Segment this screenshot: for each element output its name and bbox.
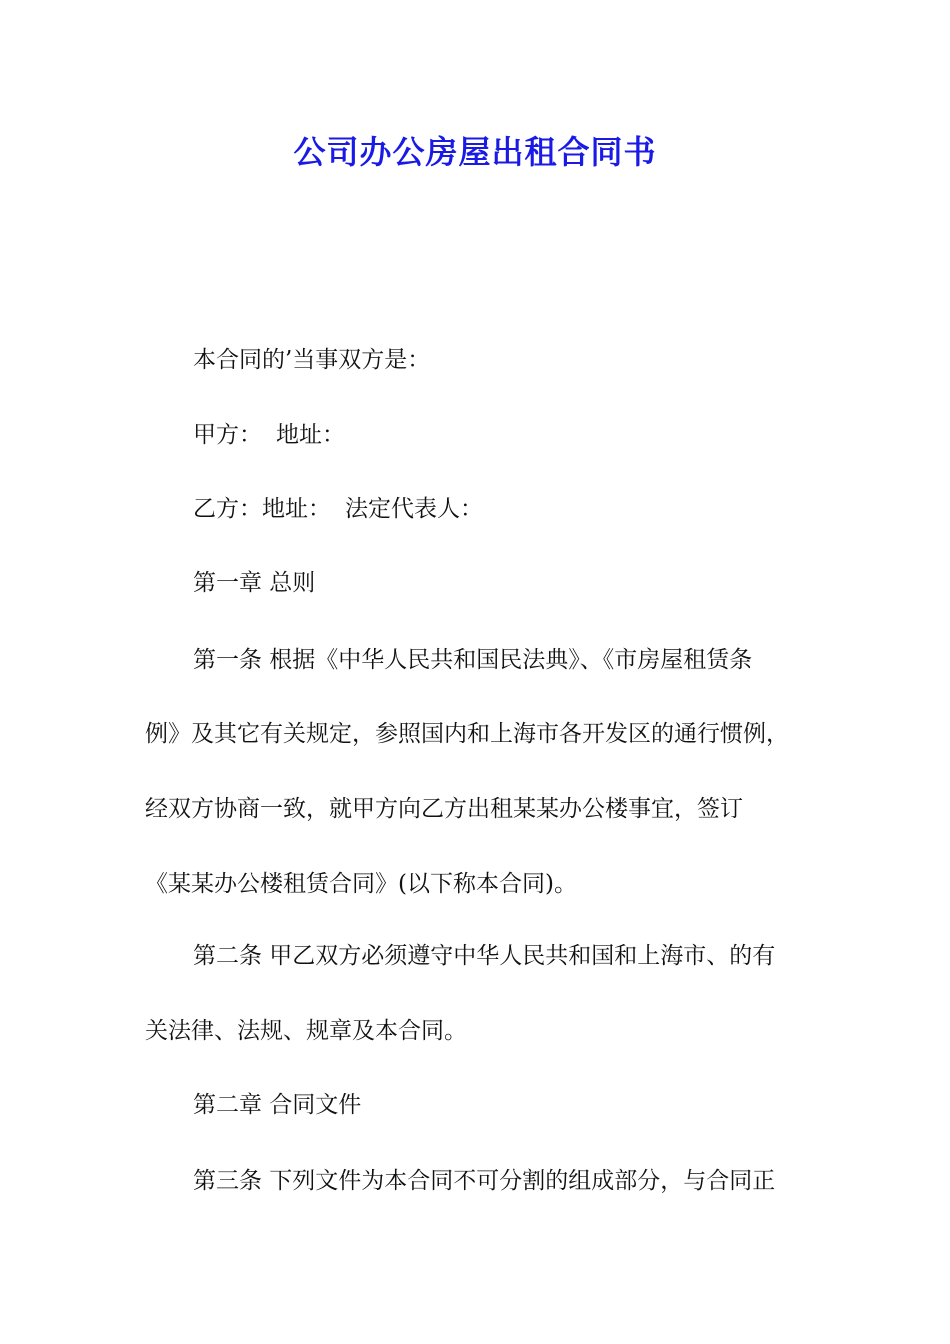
party-b-label: 乙方： [193, 496, 262, 522]
party-a-label: 甲方： [193, 422, 262, 448]
article-1-line-3: 经双方协商一致，就甲方向乙方出租某某办公楼事宜，签订 [145, 796, 743, 822]
party-b-line [193, 494, 873, 524]
article-2-line-1: 第二条 甲乙双方必须遵守中华人民共和国和上海市、的有 [193, 943, 776, 969]
article-2-line-2: 关法律、法规、规章及本合同。 [145, 1018, 467, 1044]
chapter-1-heading: 第一章 总则 [193, 570, 316, 596]
party-a-address-label: 地址： [276, 422, 345, 448]
party-a-line [193, 420, 873, 450]
party-b-address-label: 地址： [262, 496, 331, 522]
chapter-2-heading: 第二章 合同文件 [193, 1092, 362, 1118]
article-3-line-1: 第三条 下列文件为本合同不可分割的组成部分，与合同正 [193, 1168, 776, 1194]
article-1-line-4: 《某某办公楼租赁合同》(以下称本合同)。 [145, 871, 577, 897]
party-b-representative-label: 法定代表人： [345, 496, 483, 522]
article-1-line-1: 第一条 根据《中华人民共和国民法典》、《市房屋租赁条 [193, 647, 753, 673]
article-1-line-2: 例》及其它有关规定，参照国内和上海市各开发区的通行惯例， [145, 721, 789, 747]
intro-line: 本合同的’当事双方是： [193, 347, 431, 373]
document-title: 公司办公房屋出租合同书 [293, 133, 657, 171]
